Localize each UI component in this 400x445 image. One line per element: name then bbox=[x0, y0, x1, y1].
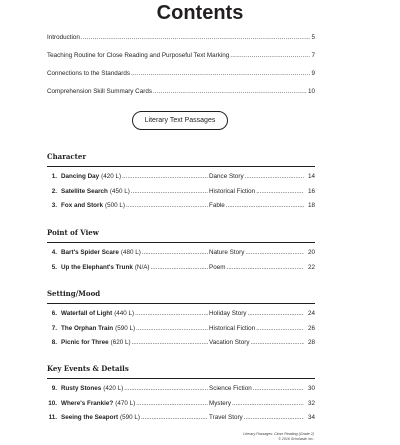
section-point-of-view bbox=[47, 228, 315, 278]
passage-entry[interactable] bbox=[47, 385, 315, 400]
leader-dots bbox=[141, 414, 208, 421]
passage-entry[interactable] bbox=[47, 414, 315, 429]
entry-lexile: (420 L) bbox=[101, 173, 122, 180]
passage-entry[interactable] bbox=[47, 188, 315, 203]
front-matter-item[interactable] bbox=[47, 88, 315, 106]
front-matter-label: Introduction bbox=[47, 34, 80, 41]
entry-page: 16 bbox=[307, 187, 315, 195]
entry-page: 22 bbox=[307, 263, 315, 271]
entry-number: 6. bbox=[51, 310, 57, 317]
entry-page: 32 bbox=[307, 399, 315, 407]
entry-title: Where's Frankie? bbox=[61, 399, 114, 407]
entry-title: Rusty Stones bbox=[61, 385, 102, 392]
entry-number: 3. bbox=[51, 202, 57, 209]
entry-title: Satellite Search bbox=[61, 187, 108, 195]
front-matter-label: Comprehension Skill Summary Cards bbox=[47, 88, 152, 95]
footer-book-title: Literary Passages: Close Reading (Grade 2) bbox=[243, 432, 314, 436]
entry-title: Bart's Spider Scare bbox=[61, 249, 119, 256]
leader-dots bbox=[142, 249, 208, 256]
entry-genre: Travel Story bbox=[209, 414, 243, 421]
entry-title: Up the Elephant's Trunk bbox=[61, 263, 133, 271]
leader-dots bbox=[136, 325, 208, 332]
front-matter-page: 9 bbox=[311, 70, 315, 77]
leader-dots bbox=[245, 249, 304, 256]
passage-entry[interactable] bbox=[47, 173, 315, 188]
entry-number: 10. bbox=[48, 399, 57, 407]
leader-dots bbox=[131, 70, 311, 77]
entry-page: 34 bbox=[307, 414, 315, 421]
leader-dots bbox=[232, 400, 304, 407]
entry-genre: Fable bbox=[209, 202, 225, 209]
front-matter-label: Teaching Routine for Close Reading and Purposeful Text Marking bbox=[47, 52, 230, 59]
leader-dots bbox=[124, 385, 208, 392]
entry-page: 24 bbox=[307, 310, 315, 317]
entry-number: 8. bbox=[51, 339, 57, 346]
section-character bbox=[47, 152, 315, 217]
front-matter-label: Connections to the Standards bbox=[47, 70, 130, 77]
entry-lexile: (500 L) bbox=[104, 202, 125, 209]
entry-page: 14 bbox=[307, 173, 315, 180]
entry-lexile: (N/A) bbox=[134, 263, 150, 271]
leader-dots bbox=[230, 52, 310, 59]
section-title: Character bbox=[47, 152, 87, 161]
leader-dots bbox=[253, 385, 304, 392]
leader-dots bbox=[135, 310, 208, 317]
front-matter-page: 10 bbox=[307, 88, 315, 95]
leader-dots bbox=[132, 339, 208, 346]
entry-number: 7. bbox=[51, 324, 57, 332]
entry-number: 5. bbox=[51, 263, 57, 271]
section-rule bbox=[47, 378, 315, 379]
entry-lexile: (590 L) bbox=[115, 324, 136, 332]
entry-number: 2. bbox=[51, 187, 57, 195]
leader-dots bbox=[151, 264, 208, 271]
section-title: Point of View bbox=[47, 228, 99, 237]
section-title: Key Events & Details bbox=[47, 364, 129, 373]
passage-entry[interactable] bbox=[47, 310, 315, 325]
entry-lexile: (620 L) bbox=[110, 339, 131, 346]
footer-copyright: © 2016 Scholastic Inc. bbox=[278, 436, 314, 441]
entry-page: 18 bbox=[307, 202, 315, 209]
entry-genre: Vacation Story bbox=[209, 339, 250, 346]
leader-dots bbox=[136, 400, 208, 407]
entry-title: Dancing Day bbox=[61, 173, 100, 180]
entry-lexile: (450 L) bbox=[109, 187, 130, 195]
passage-entry[interactable] bbox=[47, 325, 315, 340]
section-title: Setting/Mood bbox=[47, 289, 101, 298]
entry-genre: Historical Fiction bbox=[209, 187, 256, 195]
entry-number: 4. bbox=[51, 249, 57, 256]
leader-dots bbox=[122, 173, 208, 180]
front-matter-list bbox=[47, 34, 315, 106]
entry-genre: Science Fiction bbox=[209, 385, 252, 392]
entry-number: 9. bbox=[51, 385, 57, 392]
section-setting-mood bbox=[47, 289, 315, 354]
entry-genre: Poem bbox=[209, 263, 226, 271]
front-matter-item[interactable] bbox=[47, 52, 315, 70]
leader-dots bbox=[226, 264, 304, 271]
passage-entry[interactable] bbox=[47, 339, 315, 354]
entry-number: 11. bbox=[48, 414, 57, 421]
entry-lexile: (420 L) bbox=[103, 385, 124, 392]
entry-page: 28 bbox=[307, 339, 315, 346]
entry-genre: Dance Story bbox=[209, 173, 244, 180]
entry-title: Picnic for Three bbox=[61, 339, 109, 346]
literary-passages-pill: Literary Text Passages bbox=[132, 111, 228, 130]
front-matter-item[interactable] bbox=[47, 34, 315, 52]
entry-number: 1. bbox=[51, 173, 57, 180]
section-rule bbox=[47, 166, 315, 167]
leader-dots bbox=[256, 325, 304, 332]
entry-title: Waterfall of Light bbox=[61, 310, 113, 317]
entry-title: Seeing the Seaport bbox=[61, 414, 119, 421]
passage-entry[interactable] bbox=[47, 400, 315, 415]
entry-genre: Historical Fiction bbox=[209, 324, 256, 332]
leader-dots bbox=[245, 173, 304, 180]
section-rule bbox=[47, 242, 315, 243]
entry-title: The Orphan Train bbox=[61, 324, 114, 332]
entry-lexile: (470 L) bbox=[115, 399, 136, 407]
entry-genre: Mystery bbox=[209, 399, 232, 407]
leader-dots bbox=[153, 88, 307, 95]
entry-page: 30 bbox=[307, 385, 315, 392]
leader-dots bbox=[226, 202, 304, 209]
entry-genre: Nature Story bbox=[209, 249, 245, 256]
page-title: Contents bbox=[156, 2, 244, 24]
entry-page: 20 bbox=[307, 249, 315, 256]
page-footer bbox=[243, 432, 314, 441]
leader-dots bbox=[81, 34, 311, 41]
passage-entry[interactable] bbox=[47, 249, 315, 264]
section-rule bbox=[47, 303, 315, 304]
leader-dots bbox=[256, 188, 304, 195]
entry-genre: Holiday Story bbox=[209, 310, 247, 317]
passage-entry[interactable] bbox=[47, 202, 315, 217]
entry-lexile: (440 L) bbox=[114, 310, 135, 317]
entry-title: Fox and Stork bbox=[61, 202, 103, 209]
leader-dots bbox=[247, 310, 304, 317]
entry-lexile: (590 L) bbox=[120, 414, 140, 421]
front-matter-page: 7 bbox=[311, 52, 315, 59]
leader-dots bbox=[250, 339, 304, 346]
entry-page: 26 bbox=[307, 324, 315, 332]
passage-entry[interactable] bbox=[47, 264, 315, 279]
leader-dots bbox=[244, 414, 304, 421]
leader-dots bbox=[131, 188, 208, 195]
front-matter-item[interactable] bbox=[47, 70, 315, 88]
front-matter-page: 5 bbox=[311, 34, 315, 41]
entry-lexile: (480 L) bbox=[120, 249, 141, 256]
section-key-events-details bbox=[47, 364, 315, 429]
leader-dots bbox=[126, 202, 208, 209]
